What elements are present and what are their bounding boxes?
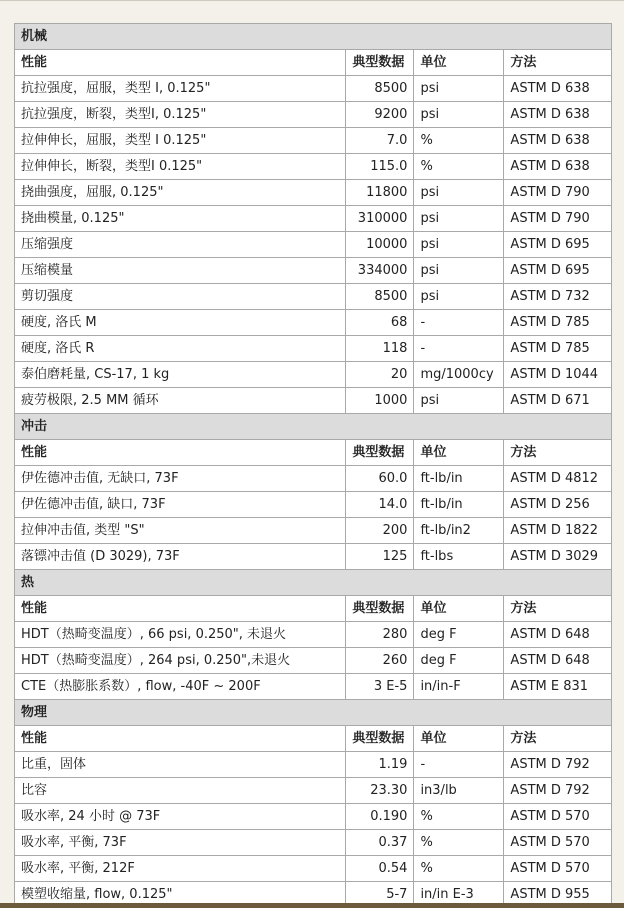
cell-property: 拉伸伸长，屈服，类型 I 0.125"	[15, 128, 346, 154]
column-header-row	[15, 50, 612, 76]
cell-property: 硬度, 洛氏 R	[15, 336, 346, 362]
cell-value: 10000	[346, 232, 414, 258]
table-row	[15, 778, 612, 804]
section-header-row	[15, 700, 612, 726]
table-row	[15, 830, 612, 856]
table-row	[15, 674, 612, 700]
cell-property: 抗拉强度，屈服，类型 I, 0.125"	[15, 76, 346, 102]
cell-method: ASTM D 695	[504, 258, 612, 284]
header-unit: 单位	[414, 726, 504, 752]
cell-property: 伊佐德冲击值, 缺口, 73F	[15, 492, 346, 518]
cell-unit: %	[414, 830, 504, 856]
cell-value: 8500	[346, 76, 414, 102]
cell-property: 模塑收缩量, flow, 0.125"	[15, 882, 346, 908]
cell-property: 疲劳极限, 2.5 MM 循环	[15, 388, 346, 414]
cell-value: 23.30	[346, 778, 414, 804]
cell-value: 125	[346, 544, 414, 570]
table-row	[15, 76, 612, 102]
cell-value: 68	[346, 310, 414, 336]
table-row	[15, 622, 612, 648]
column-header-row	[15, 726, 612, 752]
cell-method: ASTM D 3029	[504, 544, 612, 570]
header-unit: 单位	[414, 440, 504, 466]
table-row	[15, 492, 612, 518]
cell-method: ASTM D 4812	[504, 466, 612, 492]
cell-method: ASTM D 638	[504, 154, 612, 180]
cell-property: 拉伸伸长，断裂，类型I 0.125"	[15, 154, 346, 180]
cell-unit: %	[414, 128, 504, 154]
cell-method: ASTM D 570	[504, 804, 612, 830]
cell-value: 280	[346, 622, 414, 648]
header-method: 方法	[504, 596, 612, 622]
cell-unit: -	[414, 310, 504, 336]
table-row	[15, 804, 612, 830]
cell-value: 60.0	[346, 466, 414, 492]
cell-unit: ft-lb/in	[414, 466, 504, 492]
header-unit: 单位	[414, 596, 504, 622]
cell-unit: %	[414, 856, 504, 882]
cell-value: 20	[346, 362, 414, 388]
table-row	[15, 102, 612, 128]
table-row	[15, 258, 612, 284]
cell-method: ASTM D 671	[504, 388, 612, 414]
cell-method: ASTM D 570	[504, 856, 612, 882]
header-property: 性能	[15, 50, 346, 76]
cell-unit: %	[414, 804, 504, 830]
cell-property: 比容	[15, 778, 346, 804]
cell-property: 压缩强度	[15, 232, 346, 258]
cell-unit: psi	[414, 258, 504, 284]
cell-method: ASTM D 648	[504, 648, 612, 674]
table-row	[15, 154, 612, 180]
cell-property: 吸水率, 24 小时 @ 73F	[15, 804, 346, 830]
cell-value: 3 E-5	[346, 674, 414, 700]
section-header-row	[15, 570, 612, 596]
cell-value: 200	[346, 518, 414, 544]
cell-value: 11800	[346, 180, 414, 206]
table-row	[15, 752, 612, 778]
cell-unit: ft-lbs	[414, 544, 504, 570]
cell-unit: psi	[414, 284, 504, 310]
cell-unit: in3/lb	[414, 778, 504, 804]
cell-method: ASTM D 785	[504, 310, 612, 336]
cell-method: ASTM D 648	[504, 622, 612, 648]
cell-method: ASTM D 1044	[504, 362, 612, 388]
cell-property: 拉伸冲击值, 类型 "S"	[15, 518, 346, 544]
cell-value: 1.19	[346, 752, 414, 778]
cell-unit: ft-lb/in	[414, 492, 504, 518]
cell-method: ASTM D 792	[504, 752, 612, 778]
cell-property: HDT（热畸变温度）, 66 psi, 0.250", 未退火	[15, 622, 346, 648]
properties-table	[14, 23, 612, 908]
cell-unit: in/in E-3	[414, 882, 504, 908]
cell-unit: -	[414, 752, 504, 778]
section-header-row	[15, 414, 612, 440]
table-row	[15, 128, 612, 154]
cell-method: ASTM E 831	[504, 674, 612, 700]
column-header-row	[15, 596, 612, 622]
header-unit: 单位	[414, 50, 504, 76]
cell-value: 115.0	[346, 154, 414, 180]
table-row	[15, 544, 612, 570]
cell-value: 310000	[346, 206, 414, 232]
cell-method: ASTM D 790	[504, 206, 612, 232]
header-property: 性能	[15, 726, 346, 752]
cell-method: ASTM D 732	[504, 284, 612, 310]
header-property: 性能	[15, 596, 346, 622]
header-method: 方法	[504, 726, 612, 752]
header-typical-value: 典型数据	[346, 726, 414, 752]
table-row	[15, 180, 612, 206]
cell-value: 7.0	[346, 128, 414, 154]
cell-value: 334000	[346, 258, 414, 284]
cell-property: 抗拉强度，断裂，类型I, 0.125"	[15, 102, 346, 128]
cell-method: ASTM D 638	[504, 128, 612, 154]
cell-property: HDT（热畸变温度）, 264 psi, 0.250",未退火	[15, 648, 346, 674]
header-typical-value: 典型数据	[346, 596, 414, 622]
cell-method: ASTM D 785	[504, 336, 612, 362]
cell-unit: ft-lb/in2	[414, 518, 504, 544]
header-property: 性能	[15, 440, 346, 466]
table-row	[15, 336, 612, 362]
table-row	[15, 206, 612, 232]
section-title: 机械	[15, 24, 612, 50]
cell-unit: deg F	[414, 622, 504, 648]
cell-value: 0.190	[346, 804, 414, 830]
cell-value: 8500	[346, 284, 414, 310]
cell-property: CTE（热膨胀系数）, flow, -40F ~ 200F	[15, 674, 346, 700]
cell-unit: %	[414, 154, 504, 180]
header-method: 方法	[504, 440, 612, 466]
table-row	[15, 362, 612, 388]
cell-method: ASTM D 790	[504, 180, 612, 206]
column-header-row	[15, 440, 612, 466]
cell-unit: psi	[414, 232, 504, 258]
cell-property: 吸水率, 平衡, 212F	[15, 856, 346, 882]
cell-value: 0.37	[346, 830, 414, 856]
cell-method: ASTM D 638	[504, 76, 612, 102]
table-row	[15, 466, 612, 492]
cell-unit: psi	[414, 206, 504, 232]
header-typical-value: 典型数据	[346, 50, 414, 76]
cell-property: 剪切强度	[15, 284, 346, 310]
cell-method: ASTM D 792	[504, 778, 612, 804]
cell-method: ASTM D 1822	[504, 518, 612, 544]
table-row	[15, 856, 612, 882]
cell-property: 压缩模量	[15, 258, 346, 284]
bottom-border	[0, 903, 624, 908]
cell-property: 伊佐德冲击值, 无缺口, 73F	[15, 466, 346, 492]
cell-unit: psi	[414, 76, 504, 102]
cell-property: 挠曲模量, 0.125"	[15, 206, 346, 232]
cell-value: 1000	[346, 388, 414, 414]
cell-value: 5-7	[346, 882, 414, 908]
table-row	[15, 232, 612, 258]
cell-property: 落镖冲击值 (D 3029), 73F	[15, 544, 346, 570]
cell-unit: psi	[414, 180, 504, 206]
cell-unit: -	[414, 336, 504, 362]
cell-unit: in/in-F	[414, 674, 504, 700]
cell-value: 14.0	[346, 492, 414, 518]
cell-method: ASTM D 695	[504, 232, 612, 258]
section-title: 热	[15, 570, 612, 596]
cell-unit: psi	[414, 388, 504, 414]
cell-value: 9200	[346, 102, 414, 128]
cell-unit: psi	[414, 102, 504, 128]
cell-method: ASTM D 955	[504, 882, 612, 908]
table-row	[15, 648, 612, 674]
cell-method: ASTM D 570	[504, 830, 612, 856]
cell-method: ASTM D 638	[504, 102, 612, 128]
table-row	[15, 388, 612, 414]
cell-value: 260	[346, 648, 414, 674]
section-title: 冲击	[15, 414, 612, 440]
cell-property: 硬度, 洛氏 M	[15, 310, 346, 336]
cell-value: 0.54	[346, 856, 414, 882]
section-title: 物理	[15, 700, 612, 726]
header-typical-value: 典型数据	[346, 440, 414, 466]
cell-method: ASTM D 256	[504, 492, 612, 518]
cell-unit: mg/1000cy	[414, 362, 504, 388]
cell-unit: deg F	[414, 648, 504, 674]
table-row	[15, 284, 612, 310]
section-header-row	[15, 24, 612, 50]
header-method: 方法	[504, 50, 612, 76]
cell-property: 比重，固体	[15, 752, 346, 778]
cell-property: 吸水率, 平衡, 73F	[15, 830, 346, 856]
cell-value: 118	[346, 336, 414, 362]
table-row	[15, 518, 612, 544]
cell-property: 挠曲强度，屈服, 0.125"	[15, 180, 346, 206]
table-row	[15, 310, 612, 336]
cell-property: 泰伯磨耗量, CS-17, 1 kg	[15, 362, 346, 388]
